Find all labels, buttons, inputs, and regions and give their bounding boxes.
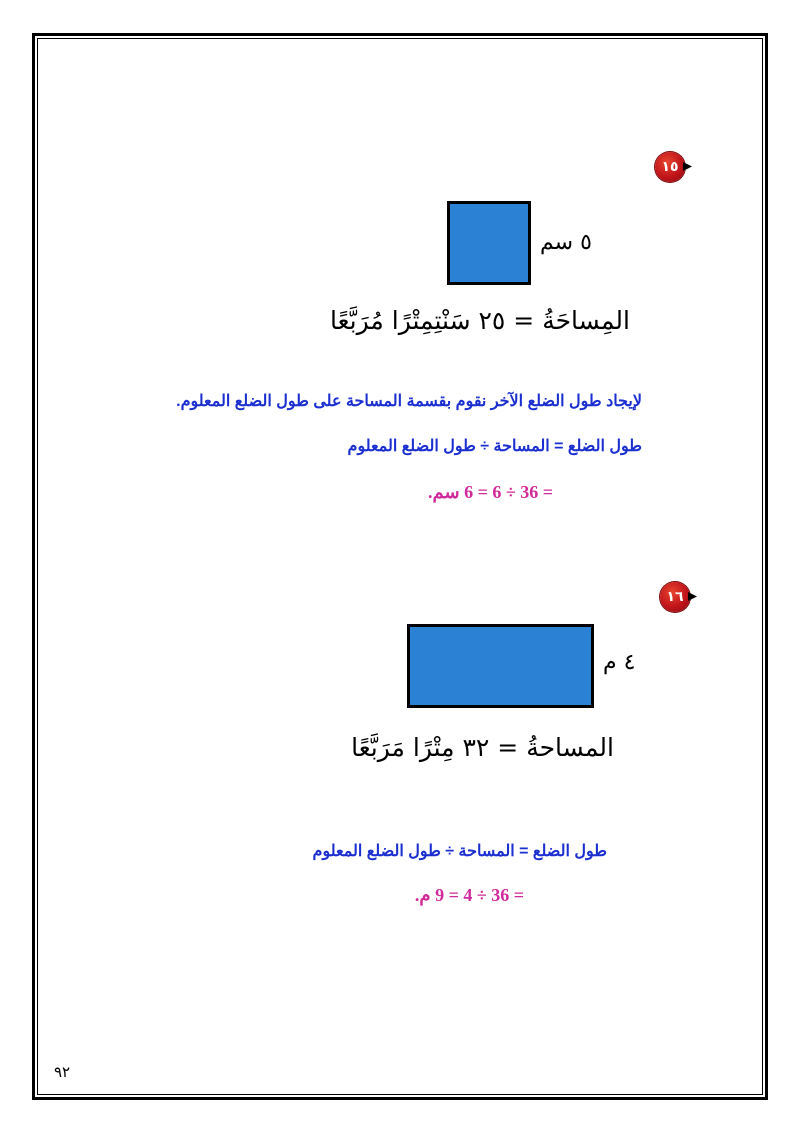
formula-text: طول الضلع = المساحة ÷ طول الضلع المعلوم xyxy=(347,438,642,455)
rectangle-shape xyxy=(407,624,594,708)
instruction-text: لإيجاد طول الضلع الآخر نقوم بقسمة المساحة على طول الضلع المعلوم. xyxy=(176,393,642,410)
calculation-text: = 36 ÷ 4 = 9 م. xyxy=(414,885,524,905)
page-number: ٩٢ xyxy=(54,1063,71,1081)
area-statement: المساحةُ = ٣٢ مِتْرًا مَرَبَّعًا xyxy=(351,733,614,762)
calculation-text: = 36 ÷ 6 = 6 سم. xyxy=(428,482,553,502)
problem-number-badge: ١٦ xyxy=(660,582,690,612)
square-shape xyxy=(447,201,531,285)
page-border-inner xyxy=(37,38,763,1095)
side-length-label: ٥ سم xyxy=(540,230,592,255)
problem-number-badge: ١٥ xyxy=(655,152,685,182)
area-statement: المِساحَةُ = ٢٥ سَنْتِمِتْرًا مُرَبَّعًا xyxy=(330,306,630,335)
formula-text: طول الضلع = المساحة ÷ طول الضلع المعلوم xyxy=(312,843,607,860)
side-length-label: ٤ م xyxy=(603,650,636,675)
